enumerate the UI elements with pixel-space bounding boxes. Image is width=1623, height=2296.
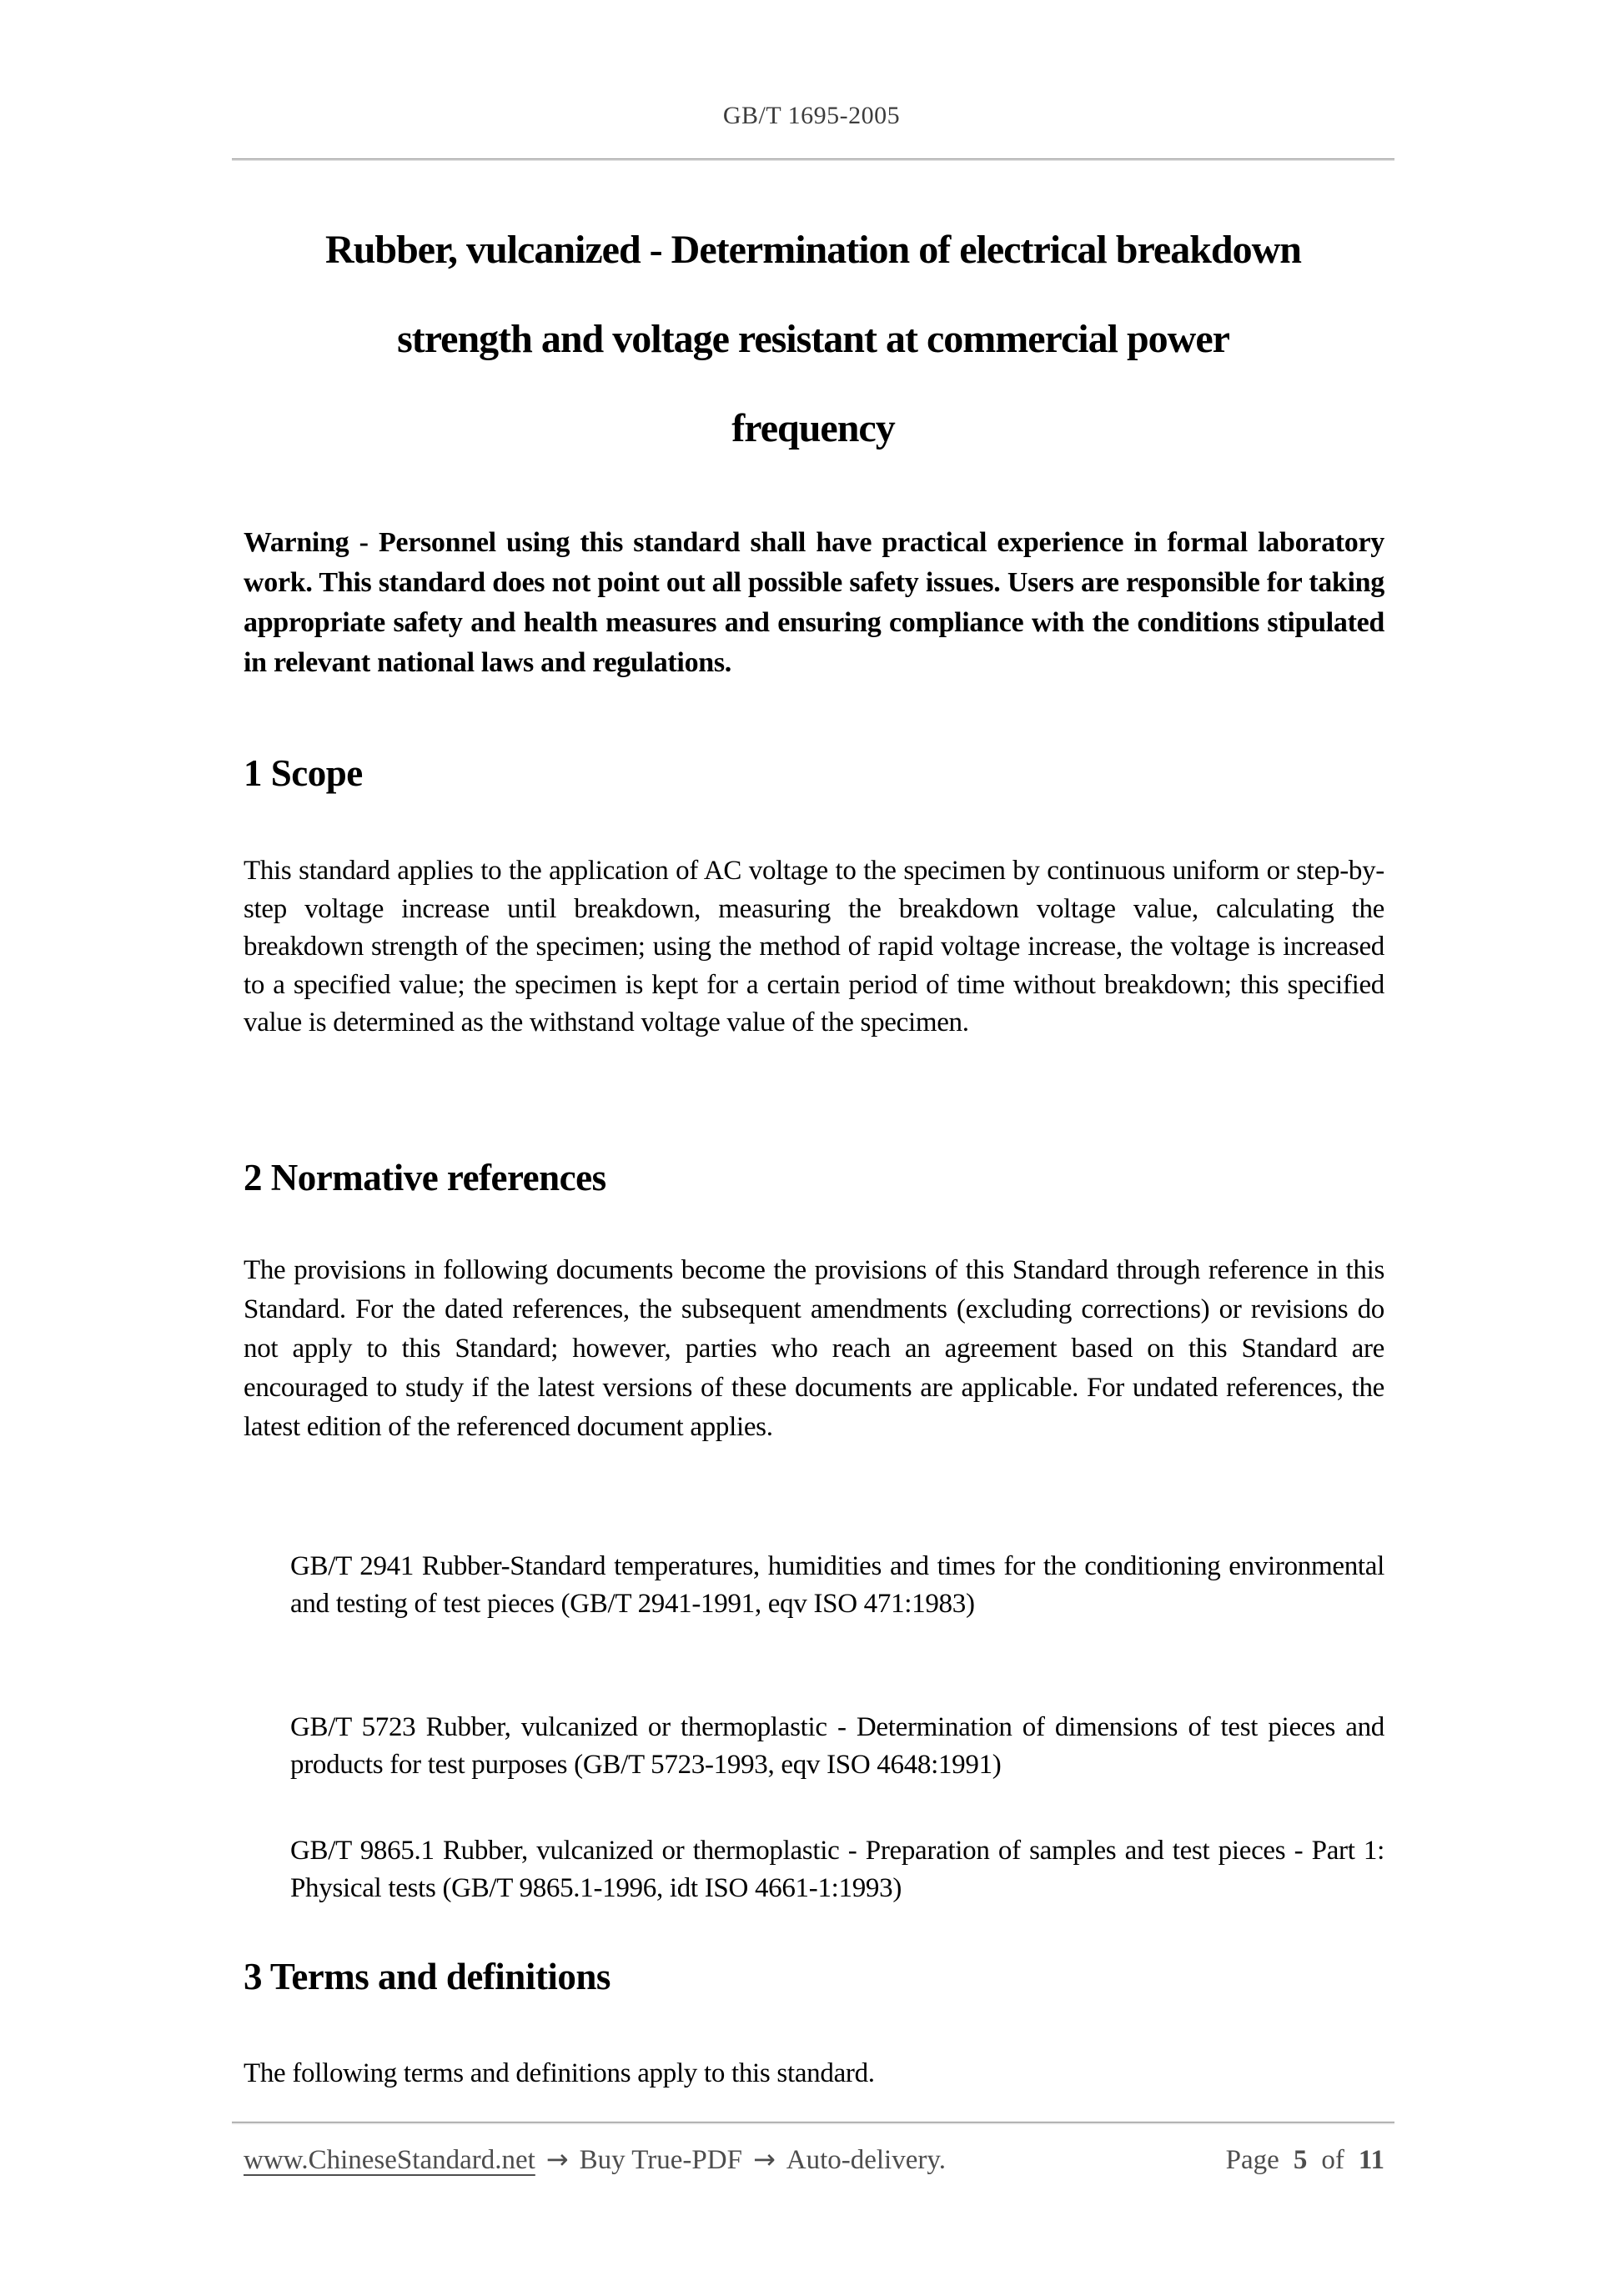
footer-promo-line <box>244 2143 946 2176</box>
page-total-number: 11 <box>1358 2145 1384 2175</box>
header-doc-number: GB/T 1695-2005 <box>722 102 901 129</box>
page-label: Page <box>1225 2145 1279 2175</box>
document-title-line-1: Rubber, vulcanized - Determination of electrical breakdown <box>325 228 1301 272</box>
footer-divider <box>232 2122 1394 2124</box>
section-heading-scope: 1 Scope <box>244 752 363 794</box>
page-indicator <box>1226 2145 1384 2176</box>
footer-buy-text: Buy True-PDF <box>579 2145 742 2175</box>
section-heading-normative-references: 2 Normative references <box>244 1157 606 1198</box>
document-title-line-2: strength and voltage resistant at commercial power <box>397 317 1229 361</box>
terms-paragraph: The following terms and definitions apply to this standard. <box>244 2058 875 2088</box>
page-current-number: 5 <box>1293 2145 1308 2175</box>
reference-item-2: GB/T 5723 Rubber, vulcanized or thermoplastic - Determination of dimensions of test pieces and products for test purposes (GB/T 5723-1993, eqv ISO 4648:1991) <box>290 1712 1384 1780</box>
warning-paragraph: Warning - Personnel using this standard shall have practical experience in formal laboratory work. This standard does not point out all possible safety issues. Users are responsible for taking appropriate safety and health measures and ensuring compliance with the conditions stipulated in relevant national laws and regulations. <box>244 527 1384 678</box>
header-divider <box>232 158 1394 161</box>
page-footer <box>244 2143 1384 2176</box>
normative-references-paragraph: The provisions in following documents become the provisions of this Standard through reference in this Standard. For the dated references, the subsequent amendments (excluding corrections) or revisions do not apply to this Standard; however, parties who reach an agreement based on this Standard are encouraged to study if the latest versions of these documents are applicable. For undated references, the latest edition of the referenced document applies. <box>244 1255 1384 1442</box>
reference-item-1: GB/T 2941 Rubber-Standard temperatures, humidities and times for the conditioning environmental and testing of test pieces (GB/T 2941-1991, eqv ISO 471:1983) <box>290 1551 1384 1619</box>
footer-delivery-text: Auto-delivery. <box>786 2145 946 2175</box>
right-arrow-icon: → <box>545 2143 569 2175</box>
document-title <box>230 205 1396 473</box>
reference-item-3: GB/T 9865.1 Rubber, vulcanized or thermoplastic - Preparation of samples and test pieces - Part 1: Physical tests (GB/T 9865.1-1996, idt ISO 4661-1:1993) <box>290 1836 1384 1903</box>
section-heading-terms-definitions: 3 Terms and definitions <box>244 1956 611 1997</box>
footer-site-link[interactable]: www.ChineseStandard.net <box>244 2145 535 2175</box>
page-of-label: of <box>1321 2145 1344 2175</box>
scope-paragraph: This standard applies to the application of AC voltage to the specimen by continuous uniform or step-by-step voltage increase until breakdown, measuring the breakdown voltage value, calculating the breakdown strength of the specimen; using the method of rapid voltage increase, the voltage is increased to a specified value; the specimen is kept for a certain period of time without breakdown; this specified value is determined as the withstand voltage value of the specimen. <box>244 856 1384 1037</box>
document-title-line-3: frequency <box>731 406 895 450</box>
right-arrow-icon: → <box>752 2143 776 2175</box>
